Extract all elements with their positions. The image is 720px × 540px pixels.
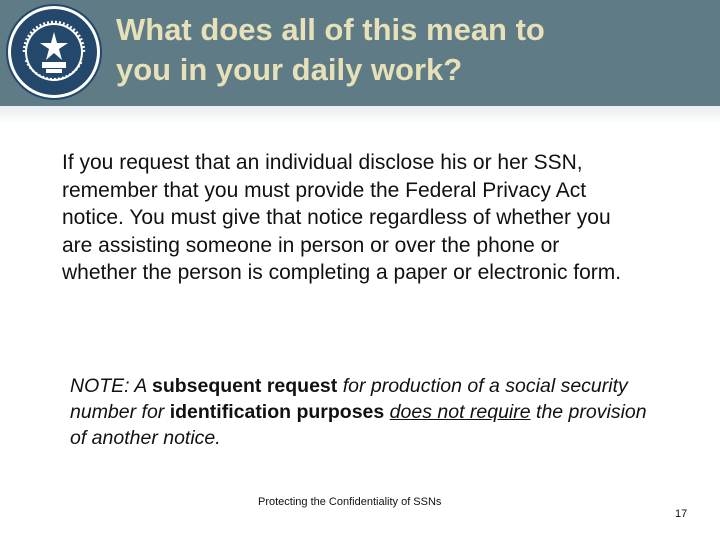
body-paragraph: If you request that an individual disclose his or her SSN, remember that you must provide the Federal Privacy Act notice. You must give that notice regardless of whether you are assisting someone in person or over the phone or whether the person is completing a paper or electronic form. (62, 151, 622, 284)
university-seal-logo (4, 2, 104, 102)
note-bold-subsequent-request: subsequent request (151, 375, 338, 397)
title-line-1: What does all of this mean to (116, 12, 545, 47)
note-text-2: for production of a social security number for (70, 375, 628, 423)
footer-text: Protecting the Confidentiality of SSNs (258, 496, 442, 508)
note-paragraph (70, 373, 650, 451)
header-divider (0, 106, 720, 124)
note-text-4: the provision of another notice. (70, 401, 647, 449)
page-number: 17 (675, 508, 688, 520)
note-bold-identification-purposes: identification purposes (169, 401, 385, 423)
note-underline-does-not-require: does not require (389, 401, 531, 423)
note-text-1: NOTE: A (70, 375, 152, 397)
slide-title (116, 10, 706, 90)
title-line-2: you in your daily work? (116, 52, 463, 87)
